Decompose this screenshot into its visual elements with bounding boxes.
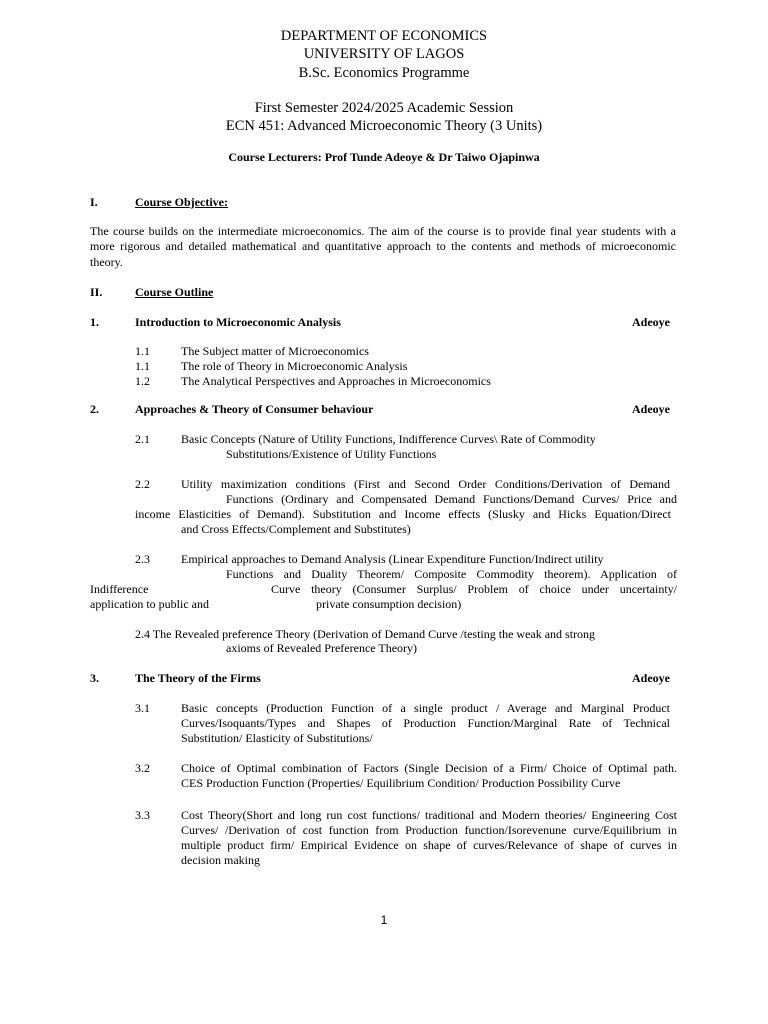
- objective-paragraph-line: theory.: [90, 255, 123, 269]
- session-title: First Semester 2024/2025 Academic Session: [254, 100, 514, 116]
- topic-number: 1.: [90, 315, 99, 329]
- subtopic-text: Utility maximization conditions (First and Second Order Conditions/Derivation of Demand: [181, 477, 670, 491]
- subtopic-text: private consumption decision): [316, 597, 462, 611]
- topic-number: 3.: [90, 671, 99, 685]
- subtopic-number: 2.3: [135, 552, 150, 566]
- course-lecturers: Course Lecturers: Prof Tunde Adeoye & Dr Taiwo Ojapinwa: [228, 150, 540, 164]
- subtopic-text: Functions (Ordinary and Compensated Demand Functions/Demand Curves/ Price and: [226, 492, 677, 506]
- department-title: DEPARTMENT OF ECONOMICS: [280, 28, 488, 44]
- subtopic-text: Substitutions/Existence of Utility Functions: [226, 447, 437, 461]
- subtopic-text: Functions and Duality Theorem/ Composite Commodity theorem). Application of: [226, 567, 677, 581]
- subtopic-number: 2.2: [135, 477, 150, 491]
- subtopic-text: Basic concepts (Production Function of a single product / Average and Marginal Product: [181, 701, 670, 715]
- subtopic-number: 1.1: [135, 344, 150, 358]
- subtopic-number: 2.1: [135, 432, 150, 446]
- subtopic-text: axioms of Revealed Preference Theory): [226, 641, 418, 655]
- subtopic-number: 3.2: [135, 761, 150, 775]
- subtopic-number: 1.1: [135, 359, 150, 373]
- objective-paragraph-line: more rigorous and detailed mathematical and quantitative approach to the contents and methods of microeconomic: [90, 239, 676, 253]
- section-number: I.: [90, 195, 98, 209]
- section-heading: Course Objective:: [135, 195, 228, 209]
- subtopic-text: The Analytical Perspectives and Approaches in Microeconomics: [181, 374, 491, 388]
- subtopic-text: multiple product firm/ Empirical Evidence on shape of curves/Relevance of shape of curves in: [181, 838, 677, 852]
- topic-title: Approaches & Theory of Consumer behaviour: [135, 402, 374, 416]
- topic-lecturer: Adeoye: [632, 402, 670, 416]
- subtopic-text: The role of Theory in Microeconomic Analysis: [181, 359, 408, 373]
- subtopic-text: Curve theory (Consumer Surplus/ Problem of choice under uncertainty/: [271, 582, 677, 596]
- topic-title: Introduction to Microeconomic Analysis: [135, 315, 341, 329]
- page-number: 1: [380, 913, 388, 927]
- topic-number: 2.: [90, 402, 99, 416]
- programme-title: B.Sc. Economics Programme: [298, 65, 470, 81]
- objective-paragraph-line: The course builds on the intermediate microeconomics. The aim of the course is to provide final year students with a: [90, 224, 676, 238]
- subtopic-text: application to public and: [90, 597, 209, 611]
- topic-lecturer: Adeoye: [632, 315, 670, 329]
- subtopic-text: Basic Concepts (Nature of Utility Functions, Indifference Curves\ Rate of Commodity: [181, 432, 596, 446]
- section-heading: Course Outline: [135, 285, 214, 299]
- subtopic-text: decision making: [181, 853, 260, 867]
- subtopic-text: Empirical approaches to Demand Analysis (Linear Expenditure Function/Indirect utility: [181, 552, 604, 566]
- subtopic-text: income Elasticities of Demand). Substitution and Income effects (Slusky and Hicks Equation/Direct: [135, 507, 671, 521]
- subtopic-text: Curves/Isoquants/Types and Shapes of Production Function/Marginal Rate of Technical: [181, 716, 670, 730]
- subtopic-text: Indifference: [90, 582, 149, 596]
- subtopic-number: 3.1: [135, 701, 150, 715]
- subtopic-text: Cost Theory(Short and long run cost functions/ traditional and Modern theories/ Engineering Cost: [181, 808, 677, 822]
- section-number: II.: [90, 285, 103, 299]
- university-title: UNIVERSITY OF LAGOS: [303, 46, 465, 62]
- subtopic-number: 1.2: [135, 374, 150, 388]
- subtopic-number: 3.3: [135, 808, 150, 822]
- subtopic-text: Curves/ /Derivation of cost function from Production function/Isorevenune curve/Equilibrium in: [181, 823, 677, 837]
- course-title: ECN 451: Advanced Microeconomic Theory (3 Units): [225, 118, 543, 134]
- subtopic-text: The Subject matter of Microeconomics: [181, 344, 369, 358]
- topic-title: The Theory of the Firms: [135, 671, 261, 685]
- subtopic-text: CES Production Function (Properties/ Equilibrium Condition/ Production Possibility Curve: [181, 776, 621, 790]
- subtopic-text: Choice of Optimal combination of Factors (Single Decision of a Firm/ Choice of Optimal path.: [181, 761, 677, 775]
- topic-lecturer: Adeoye: [632, 671, 670, 685]
- subtopic-text: and Cross Effects/Complement and Substitutes): [181, 522, 411, 536]
- subtopic-text: Substitution/ Elasticity of Substitutions/: [181, 731, 373, 745]
- subtopic-text: 2.4 The Revealed preference Theory (Derivation of Demand Curve /testing the weak and strong: [135, 627, 596, 641]
